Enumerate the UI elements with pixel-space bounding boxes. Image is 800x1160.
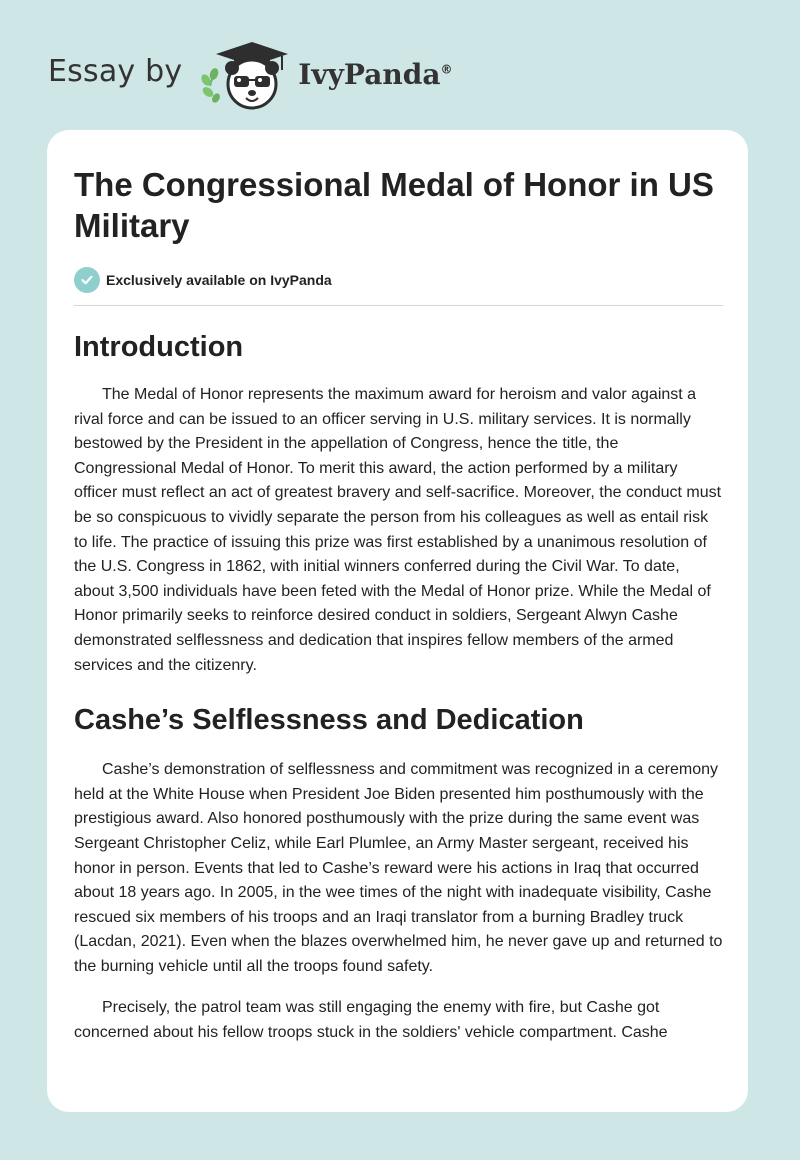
brand-header	[48, 34, 508, 114]
exclusive-badge-label: Exclusively available on IvyPanda	[106, 272, 332, 288]
paragraph-selflessness-2: Precisely, the patrol team was still engaging the enemy with fire, but Cashe got concerned about his fellow troops stuck in the soldiers' vehicle compartment. Cashe	[74, 999, 668, 1042]
brand-name-text: IvyPanda	[298, 57, 441, 91]
brand-essay-by: Essay by	[48, 53, 183, 89]
paragraph-introduction: The Medal of Honor represents the maximum award for heroism and valor against a rival force and can be issued to an officer serving in U.S. military services. It is normally bestowed by the President in the appellation of Congress, hence the title, the Congressional Medal of Honor. To merit this award, the action performed by a military officer must reflect an act of greatest bravery and self-sacrifice. Moreover, the conduct must be so conspicuous to vividly separate the person from his colleagues as well as entail risk to life. The practice of issuing this prize was first established by a unanimous resolution of the U.S. Congress in 1862, with initial winners conferred during the Civil War. To date, about 3,500 individuals have been feted with the Medal of Honor prize. While the Medal of Honor primarily seeks to reinforce desired conduct in soldiers, Sergeant Alwyn Cashe demonstrated selflessness and dedication that inspires fellow members of the armed services and the citizenry.	[74, 386, 722, 674]
exclusive-badge	[74, 267, 721, 293]
paragraph-selflessness-1: Cashe’s demonstration of selflessness and commitment was recognized in a ceremony held at the White House when President Joe Biden presented him posthumously with the prestigious award. Also honored posthumously with the prize during the same event was Sergeant Christopher Celiz, while Earl Plumlee, an Army Master sergeant, received his honor in person. Events that led to Cashe’s reward were his actions in Iraq that occurred about 18 years ago. In 2005, in the wee times of the night with inadequate visibility, Cashe rescued six members of his troops and an Iraqi translator from a burning Bradley truck (Lacdan, 2021). Even when the blazes overwhelmed him, he never gave up and returned to the burning vehicle until all the troops found safety.	[74, 761, 723, 975]
section-heading-selflessness: Cashe’s Selflessness and Dedication	[74, 704, 584, 737]
brand-name	[298, 58, 452, 91]
panda-graduate-icon	[196, 36, 292, 112]
section-heading-introduction: Introduction	[74, 331, 244, 363]
page-title: The Congressional Medal of Honor in US Military	[74, 166, 714, 244]
registered-mark: ®	[440, 62, 453, 77]
essay-card	[47, 130, 748, 1112]
check-circle-icon	[74, 267, 100, 293]
divider	[74, 305, 723, 306]
